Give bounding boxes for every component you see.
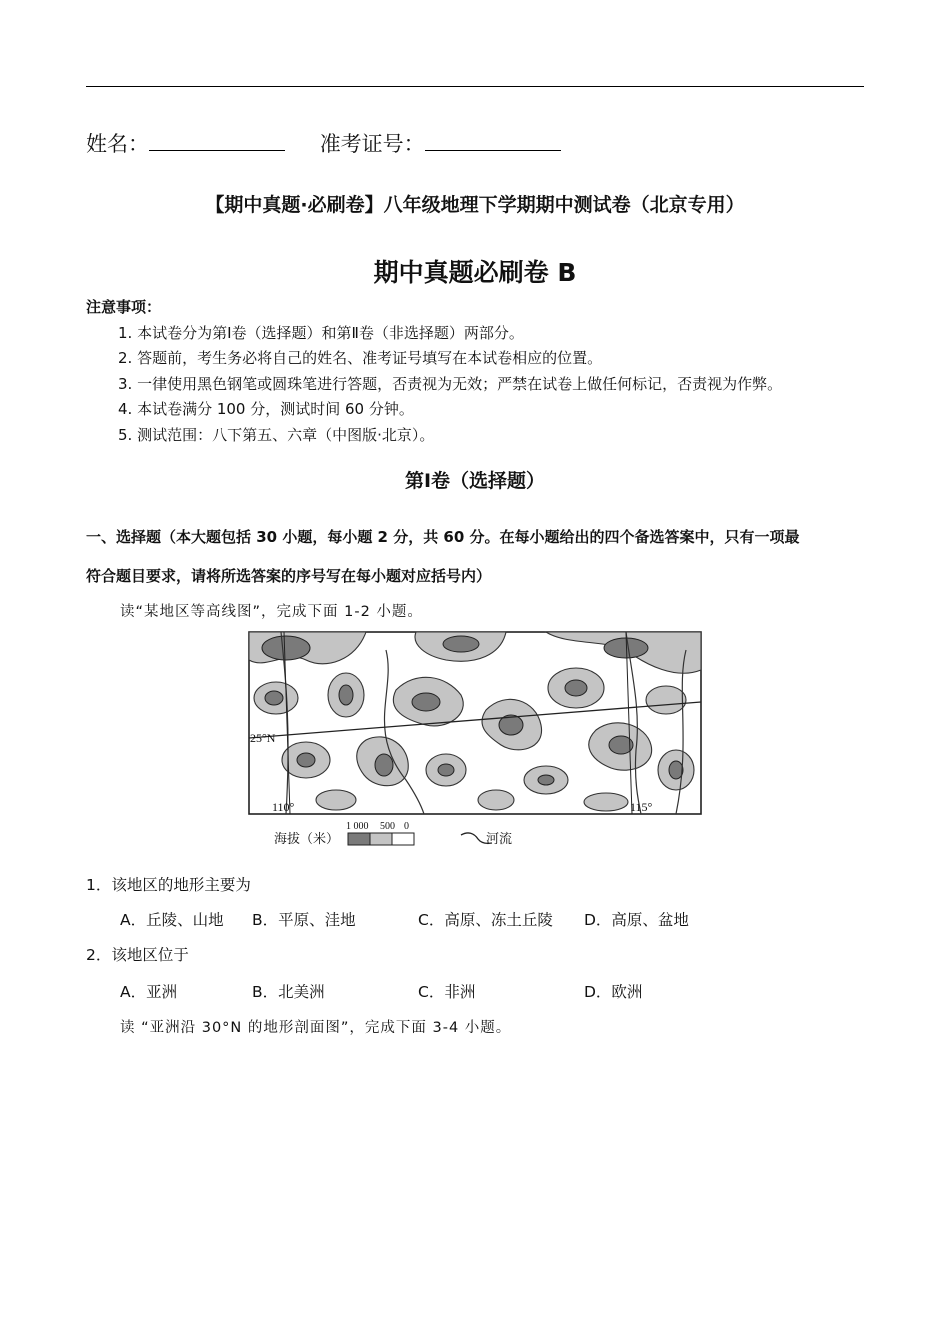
- reading-prompt-1: 读“某地区等高线图”，完成下面 1-2 小题。: [120, 604, 423, 620]
- question-1-option-a[interactable]: A．丘陵、山地: [120, 911, 224, 929]
- exam-id-blank[interactable]: [425, 132, 561, 151]
- notice-item: 5. 测试范围：八下第五、六章（中图版·北京）。: [118, 426, 435, 444]
- section-heading-line1: 一、选择题（本大题包括 30 小题，每小题 2 分，共 60 分。在每小题给出的四个备选答案中，只有一项最: [86, 528, 800, 546]
- section-heading-line2: 符合题目要求，请将所选答案的序号写在每小题对应括号内）: [86, 567, 492, 585]
- question-1-option-d[interactable]: D．高原、盆地: [584, 911, 689, 929]
- name-row: [86, 128, 589, 158]
- name-blank[interactable]: [149, 132, 285, 151]
- notice-item: 1. 本试卷分为第Ⅰ卷（选择题）和第Ⅱ卷（非选择题）两部分。: [118, 324, 524, 342]
- question-1-option-c[interactable]: C．高原、冻土丘陵: [418, 911, 553, 929]
- reading-prompt-2: 读 “亚洲沿 30°N 的地形剖面图”，完成下面 3-4 小题。: [120, 1020, 512, 1036]
- part-one-title: 第Ⅰ卷（选择题）: [404, 470, 546, 492]
- notice-item: 2. 答题前，考生务必将自己的姓名、准考证号填写在本试卷相应的位置。: [118, 349, 603, 367]
- notice-heading: 注意事项：: [86, 298, 162, 316]
- question-2-option-b[interactable]: B．北美洲: [252, 983, 325, 1001]
- exam-subtitle: 【期中真题·必刷卷】八年级地理下学期期中测试卷（北京专用）: [205, 194, 745, 216]
- exam-title: 期中真题必刷卷 B: [373, 258, 577, 287]
- top-rule: [86, 86, 864, 87]
- legend-value-mid: 500: [380, 821, 395, 832]
- legend-swatch-low: [392, 833, 414, 845]
- longitude-left-label: 110°: [272, 800, 295, 814]
- legend-river-label: 河流: [486, 832, 513, 847]
- longitude-right-label: 115°: [630, 800, 653, 814]
- latitude-label: 25°N: [250, 731, 276, 745]
- question-2-option-d[interactable]: D．欧洲: [584, 983, 643, 1001]
- legend-value-high: 1 000: [346, 821, 369, 832]
- notice-item: 4. 本试卷满分 100 分，测试时间 60 分钟。: [118, 400, 414, 418]
- notice-item: 3. 一律使用黑色钢笔或圆珠笔进行答题，否责视为无效；严禁在试卷上做任何标记，否责视为作弊。: [118, 375, 783, 393]
- question-1-stem: 1．该地区的地形主要为: [86, 876, 251, 894]
- question-2-stem: 2．该地区位于: [86, 946, 189, 964]
- legend-value-low: 0: [404, 821, 409, 832]
- contour-map-figure: [246, 630, 704, 852]
- question-2-option-a[interactable]: A．亚洲: [120, 983, 178, 1001]
- name-label: 姓名：: [86, 132, 149, 156]
- question-1-option-b[interactable]: B．平原、洼地: [252, 911, 356, 929]
- question-2-option-c[interactable]: C．非洲: [418, 983, 476, 1001]
- legend-label: 海拔（米）: [274, 832, 340, 847]
- contour-map: [246, 630, 704, 852]
- legend-swatch-mid: [370, 833, 392, 845]
- exam-id-label: 准考证号：: [319, 132, 425, 156]
- legend-swatch-high: [348, 833, 370, 845]
